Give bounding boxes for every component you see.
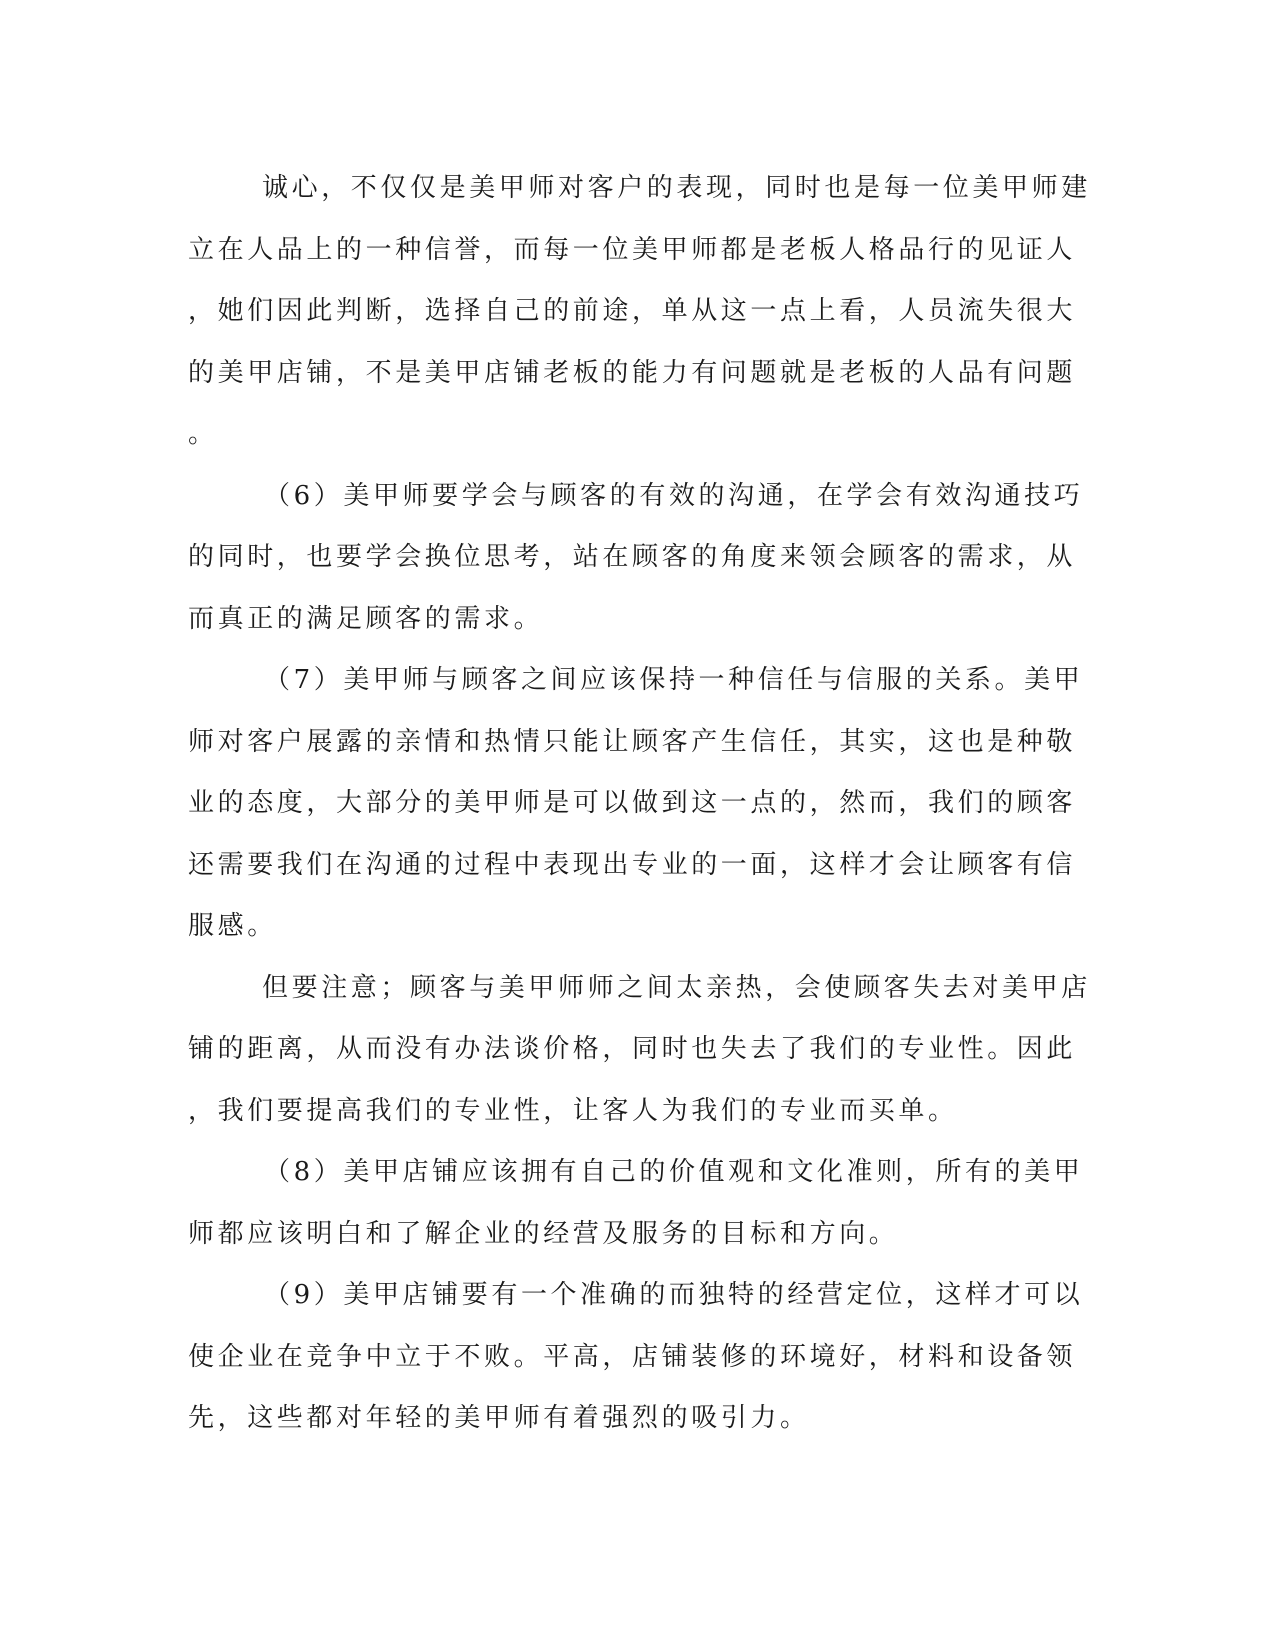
text-line: ，我们要提高我们的专业性，让客人为我们的专业而买单。 bbox=[188, 1095, 958, 1126]
body-text bbox=[188, 158, 1091, 1450]
text-line: 先，这些都对年轻的美甲师有着强烈的吸引力。 bbox=[188, 1403, 810, 1433]
text-line: 。 bbox=[188, 419, 218, 449]
paragraph-item-6 bbox=[188, 466, 1084, 651]
text-line: （6）美甲师要学会与顾客的有效的沟通，在学会有效沟通技巧 bbox=[264, 480, 1084, 511]
text-line: 使企业在竞争中立于不败。平高，店铺装修的环境好，材料和设备领 bbox=[188, 1341, 1077, 1372]
text-line: 服感。 bbox=[188, 911, 277, 941]
text-line: 师对客户展露的亲情和热情只能让顾客产生信任，其实，这也是种敬 bbox=[188, 726, 1077, 757]
paragraph-caution bbox=[188, 958, 1091, 1143]
paragraph-item-8 bbox=[188, 1142, 1084, 1265]
text-line: 的美甲店铺，不是美甲店铺老板的能力有问题就是老板的人品有问题 bbox=[188, 357, 1077, 388]
text-line: 诚心，不仅仅是美甲师对客户的表现，同时也是每一位美甲师建 bbox=[262, 173, 1091, 203]
text-line: （9）美甲店铺要有一个准确的而独特的经营定位，这样才可以 bbox=[264, 1280, 1084, 1310]
text-line: （8）美甲店铺应该拥有自己的价值观和文化准则，所有的美甲 bbox=[264, 1157, 1084, 1187]
text-line: 业的态度，大部分的美甲师是可以做到这一点的，然而，我们的顾客 bbox=[188, 788, 1077, 818]
paragraph-item-9 bbox=[188, 1265, 1084, 1450]
text-line: 的同时，也要学会换位思考，站在顾客的角度来领会顾客的需求，从 bbox=[188, 542, 1077, 572]
text-line: 而真正的满足顾客的需求。 bbox=[188, 603, 544, 634]
paragraph-item-7 bbox=[188, 650, 1084, 958]
text-line: 铺的距离，从而没有办法谈价格，同时也失去了我们的专业性。因此 bbox=[188, 1034, 1077, 1064]
text-line: 还需要我们在沟通的过程中表现出专业的一面，这样才会让顾客有信 bbox=[188, 849, 1077, 880]
text-line: 师都应该明白和了解企业的经营及服务的目标和方向。 bbox=[188, 1218, 899, 1249]
text-line: 但要注意；顾客与美甲师师之间太亲热，会使顾客失去对美甲店 bbox=[262, 972, 1091, 1003]
text-line: ，她们因此判断，选择自己的前途，单从这一点上看，人员流失很大 bbox=[188, 296, 1077, 326]
text-line: （7）美甲师与顾客之间应该保持一种信任与信服的关系。美甲 bbox=[264, 665, 1084, 695]
paragraph-sincerity bbox=[188, 158, 1091, 466]
text-line: 立在人品上的一种信誉，而每一位美甲师都是老板人格品行的见证人 bbox=[188, 234, 1077, 265]
